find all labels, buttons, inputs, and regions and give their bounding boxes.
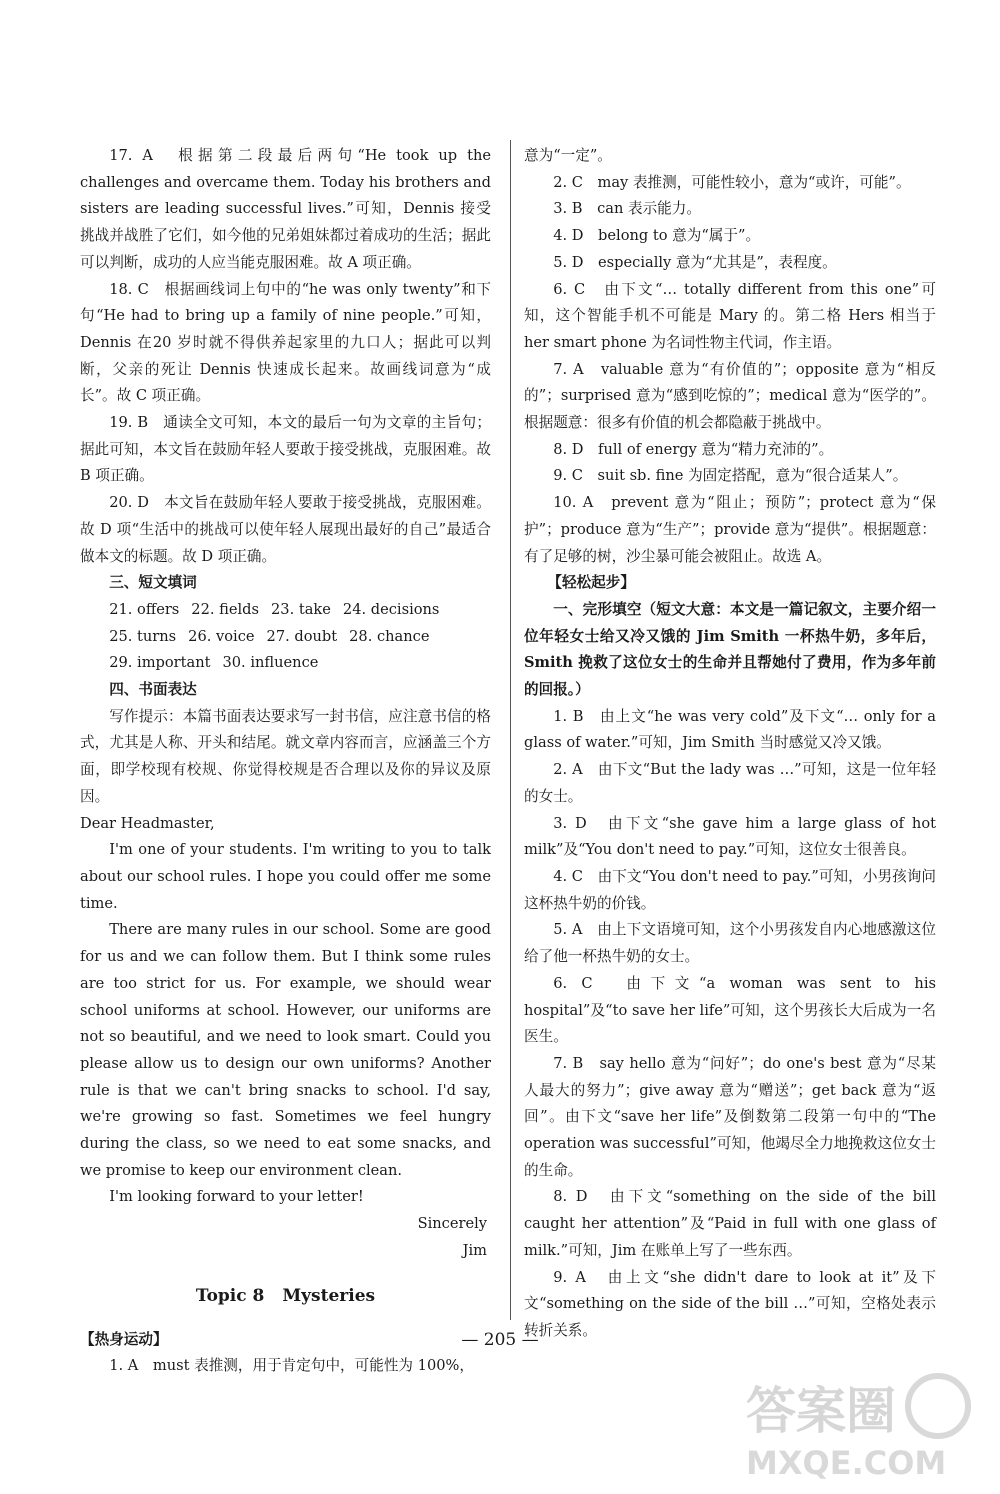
topic-title <box>80 1283 491 1309</box>
warmup-answer-6: 6. C 由下文“… totally different from this one”可知，这个智能手机不可能是 Mary 的。第二格 Hers 相当于 her smart phone 为名词性物主代词，作主语。 <box>524 280 936 351</box>
warmup-answer-10: 10. A prevent 意为“阻止；预防”；protect 意为“保护”；produce 意为“生产”；provide 意为“提供”。根据题意：有了足够的树，沙尘暴可能会被阻止。故选 A。 <box>524 494 936 565</box>
topic-label: Topic 8 <box>195 1285 265 1306</box>
cloze-answer-1: 1. B 由上文“he was very cold”及下文“… only for a glass of water.”可知，Jim Smith 当时感觉又冷又饿。 <box>524 707 936 752</box>
cloze-answer-8: 8. D 由下文“something on the side of the bill caught her attention”及“Paid in full with one glass of milk.”可知，Jim 在账单上写了一些东西。 <box>524 1188 936 1259</box>
letter-paragraph-2: There are many rules in our school. Some are good for us and we can follow them. But I think some rules are too strict for us. For example, we should wear school uniforms at school. However, our uniforms are not so beautiful, and we need to look smart. Could you please allow us to design our own uniforms? Another rule is that we can't bring snacks to school. I'd say, we're growing so fast. Sometimes we feel hungry during the class, so we need to eat some snacks, and we promise to keep our environment clean. <box>80 921 491 1179</box>
answer-24: 24. decisions <box>342 600 440 618</box>
easy-start-heading: 【轻松起步】 <box>547 574 635 592</box>
warmup-answer-1-end: 意为“一定”。 <box>524 147 612 164</box>
cloze-answer-2: 2. A 由下文“But the lady was …”可知，这是一位年轻的女士。 <box>524 761 936 805</box>
answer-23: 23. take <box>271 600 331 618</box>
warmup-answer-2: 2. C may 表推测，可能性较小，意为“或许，可能”。 <box>553 173 911 191</box>
answers-row-3 <box>80 650 491 677</box>
warmup-answer-4: 4. D belong to 意为“属于”。 <box>553 227 761 245</box>
warmup-answer-7: 7. A valuable 意为“有价值的”；opposite 意为“相反的”；surprised 意为“感到吃惊的”；medical 意为“医学的”。根据题意：很多有价值的机会都隐蔽于挑战中。 <box>524 360 936 432</box>
warmup-answer-5: 5. D especially 意为“尤其是”，表程度。 <box>553 253 837 271</box>
answer-29: 29. important <box>109 654 211 672</box>
watermark-logo-text: 答案圈 <box>746 1382 896 1440</box>
letter-paragraph-1: I'm one of your students. I'm writing to you to talk about our school rules. I hope you could offer me some time. <box>80 841 491 912</box>
column-divider <box>510 140 511 1320</box>
cloze-answer-9: 9. A 由上文“she didn't dare to look at it”及下文“something on the side of the bill …”可知，空格处表示转折关系。 <box>524 1268 936 1339</box>
left-column <box>80 143 491 1380</box>
watermark-url: MXQE.COM <box>746 1444 947 1482</box>
letter-salutation: Dear Headmaster, <box>80 814 215 832</box>
cloze-answer-5: 5. A 由上下文语境可知，这个小男孩发自内心地感激这位给了他一杯热牛奶的女士。 <box>524 921 936 966</box>
warmup-answer-1-start: 1. A must 表推测，用于肯定句中，可能性为 100%， <box>109 1357 474 1375</box>
page-number: — 205 — <box>461 1330 539 1350</box>
answers-row-2 <box>80 624 491 651</box>
cloze-answer-7: 7. B say hello 意为“问好”；do one's best 意为“尽某人最大的努力”；give away 意为“赠送”；get back 意为“返回”。由下文“save her life”及倒数第二段第一句中的“The operation was successful”可知，他竭尽全力地挽救这位女士的生命。 <box>524 1054 936 1179</box>
cloze-summary: 一、完形填空（短文大意：本文是一篇记叙文，主要介绍一位年轻女士给又冷又饿的 Jim Smith 一杯热牛奶，多年后，Smith 挽救了这位女士的生命并且帮她付了费用，作为多年前的回报。） <box>524 600 936 699</box>
cloze-answer-6: 6. C 由下文“a woman was sent to his hospital”及“to save her life”可知，这个男孩长大后成为一名医生。 <box>524 974 936 1046</box>
answer-20: 20. D 本文旨在鼓励年轻人要敢于接受挑战，克服困难。故 D 项“生活中的挑战可以使年轻人展现出最好的自己”最适合做本文的标题。故 D 项正确。 <box>80 494 491 565</box>
answer-30: 30. influence <box>222 654 319 672</box>
topic-name: Mysteries <box>282 1285 376 1306</box>
warmup-answer-3: 3. B can 表示能力。 <box>553 200 701 218</box>
answer-19: 19. B 通读全文可知，本文的最后一句为文章的主旨句；据此可知，本文旨在鼓励年轻人要敢于接受挑战，克服困难。故 B 项正确。 <box>80 414 491 485</box>
answer-17: 17. A 根据第二段最后两句“He took up the challenges and overcame them. Today his brothers and sisters are leading successful lives.”可知，Dennis 接受挑战并战胜了它们，如今他的兄弟姐妹都过着成功的生活；据此可以判断，成功的人应当能克服困难。故 A 项正确。 <box>80 147 491 271</box>
section-heading-writing: 四、书面表达 <box>109 681 197 699</box>
letter-signature: Jim <box>462 1241 487 1259</box>
section-heading-fill-words: 三、短文填词 <box>109 574 197 592</box>
answer-26: 26. voice <box>188 627 255 645</box>
answer-25: 25. turns <box>109 627 177 645</box>
answer-27: 27. doubt <box>266 627 338 645</box>
letter-closing: Sincerely <box>417 1215 487 1233</box>
right-column <box>524 143 936 1345</box>
answers-row-1 <box>80 597 491 624</box>
warmup-answer-9: 9. C suit sb. fine 为固定搭配，意为“很合适某人”。 <box>553 467 908 485</box>
answer-21: 21. offers <box>109 600 180 618</box>
answer-22: 22. fields <box>191 600 260 618</box>
letter-paragraph-3: I'm looking forward to your letter! <box>109 1188 364 1206</box>
watermark-logo <box>728 1366 978 1486</box>
cloze-answer-3: 3. D 由下文“she gave him a large glass of hot milk”及“You don't need to pay.”可知，这位女士很善良。 <box>524 814 936 859</box>
cloze-answer-4: 4. C 由下文“You don't need to pay.”可知，小男孩询问这杯热牛奶的价钱。 <box>524 867 936 912</box>
warmup-answer-8: 8. D full of energy 意为“精力充沛的”。 <box>553 440 834 458</box>
answer-28: 28. chance <box>349 627 430 645</box>
warmup-heading: 【热身运动】 <box>80 1330 168 1348</box>
answer-18: 18. C 根据画线词上句中的“he was only twenty”和下句“He had to bring up a family of nine people.”可知，Dennis 在20 岁时就不得供养起家里的九口人；据此可以判断，父亲的死让 Dennis 快速成长起来。故画线词意为“成长”。故 C 项正确。 <box>80 280 491 405</box>
writing-tip: 写作提示：本篇书面表达要求写一封书信，应注意书信的格式，尤其是人称、开头和结尾。就文章内容而言，应涵盖三个方面，即学校现有校规、你觉得校规是否合理以及你的异议及原因。 <box>80 707 491 805</box>
